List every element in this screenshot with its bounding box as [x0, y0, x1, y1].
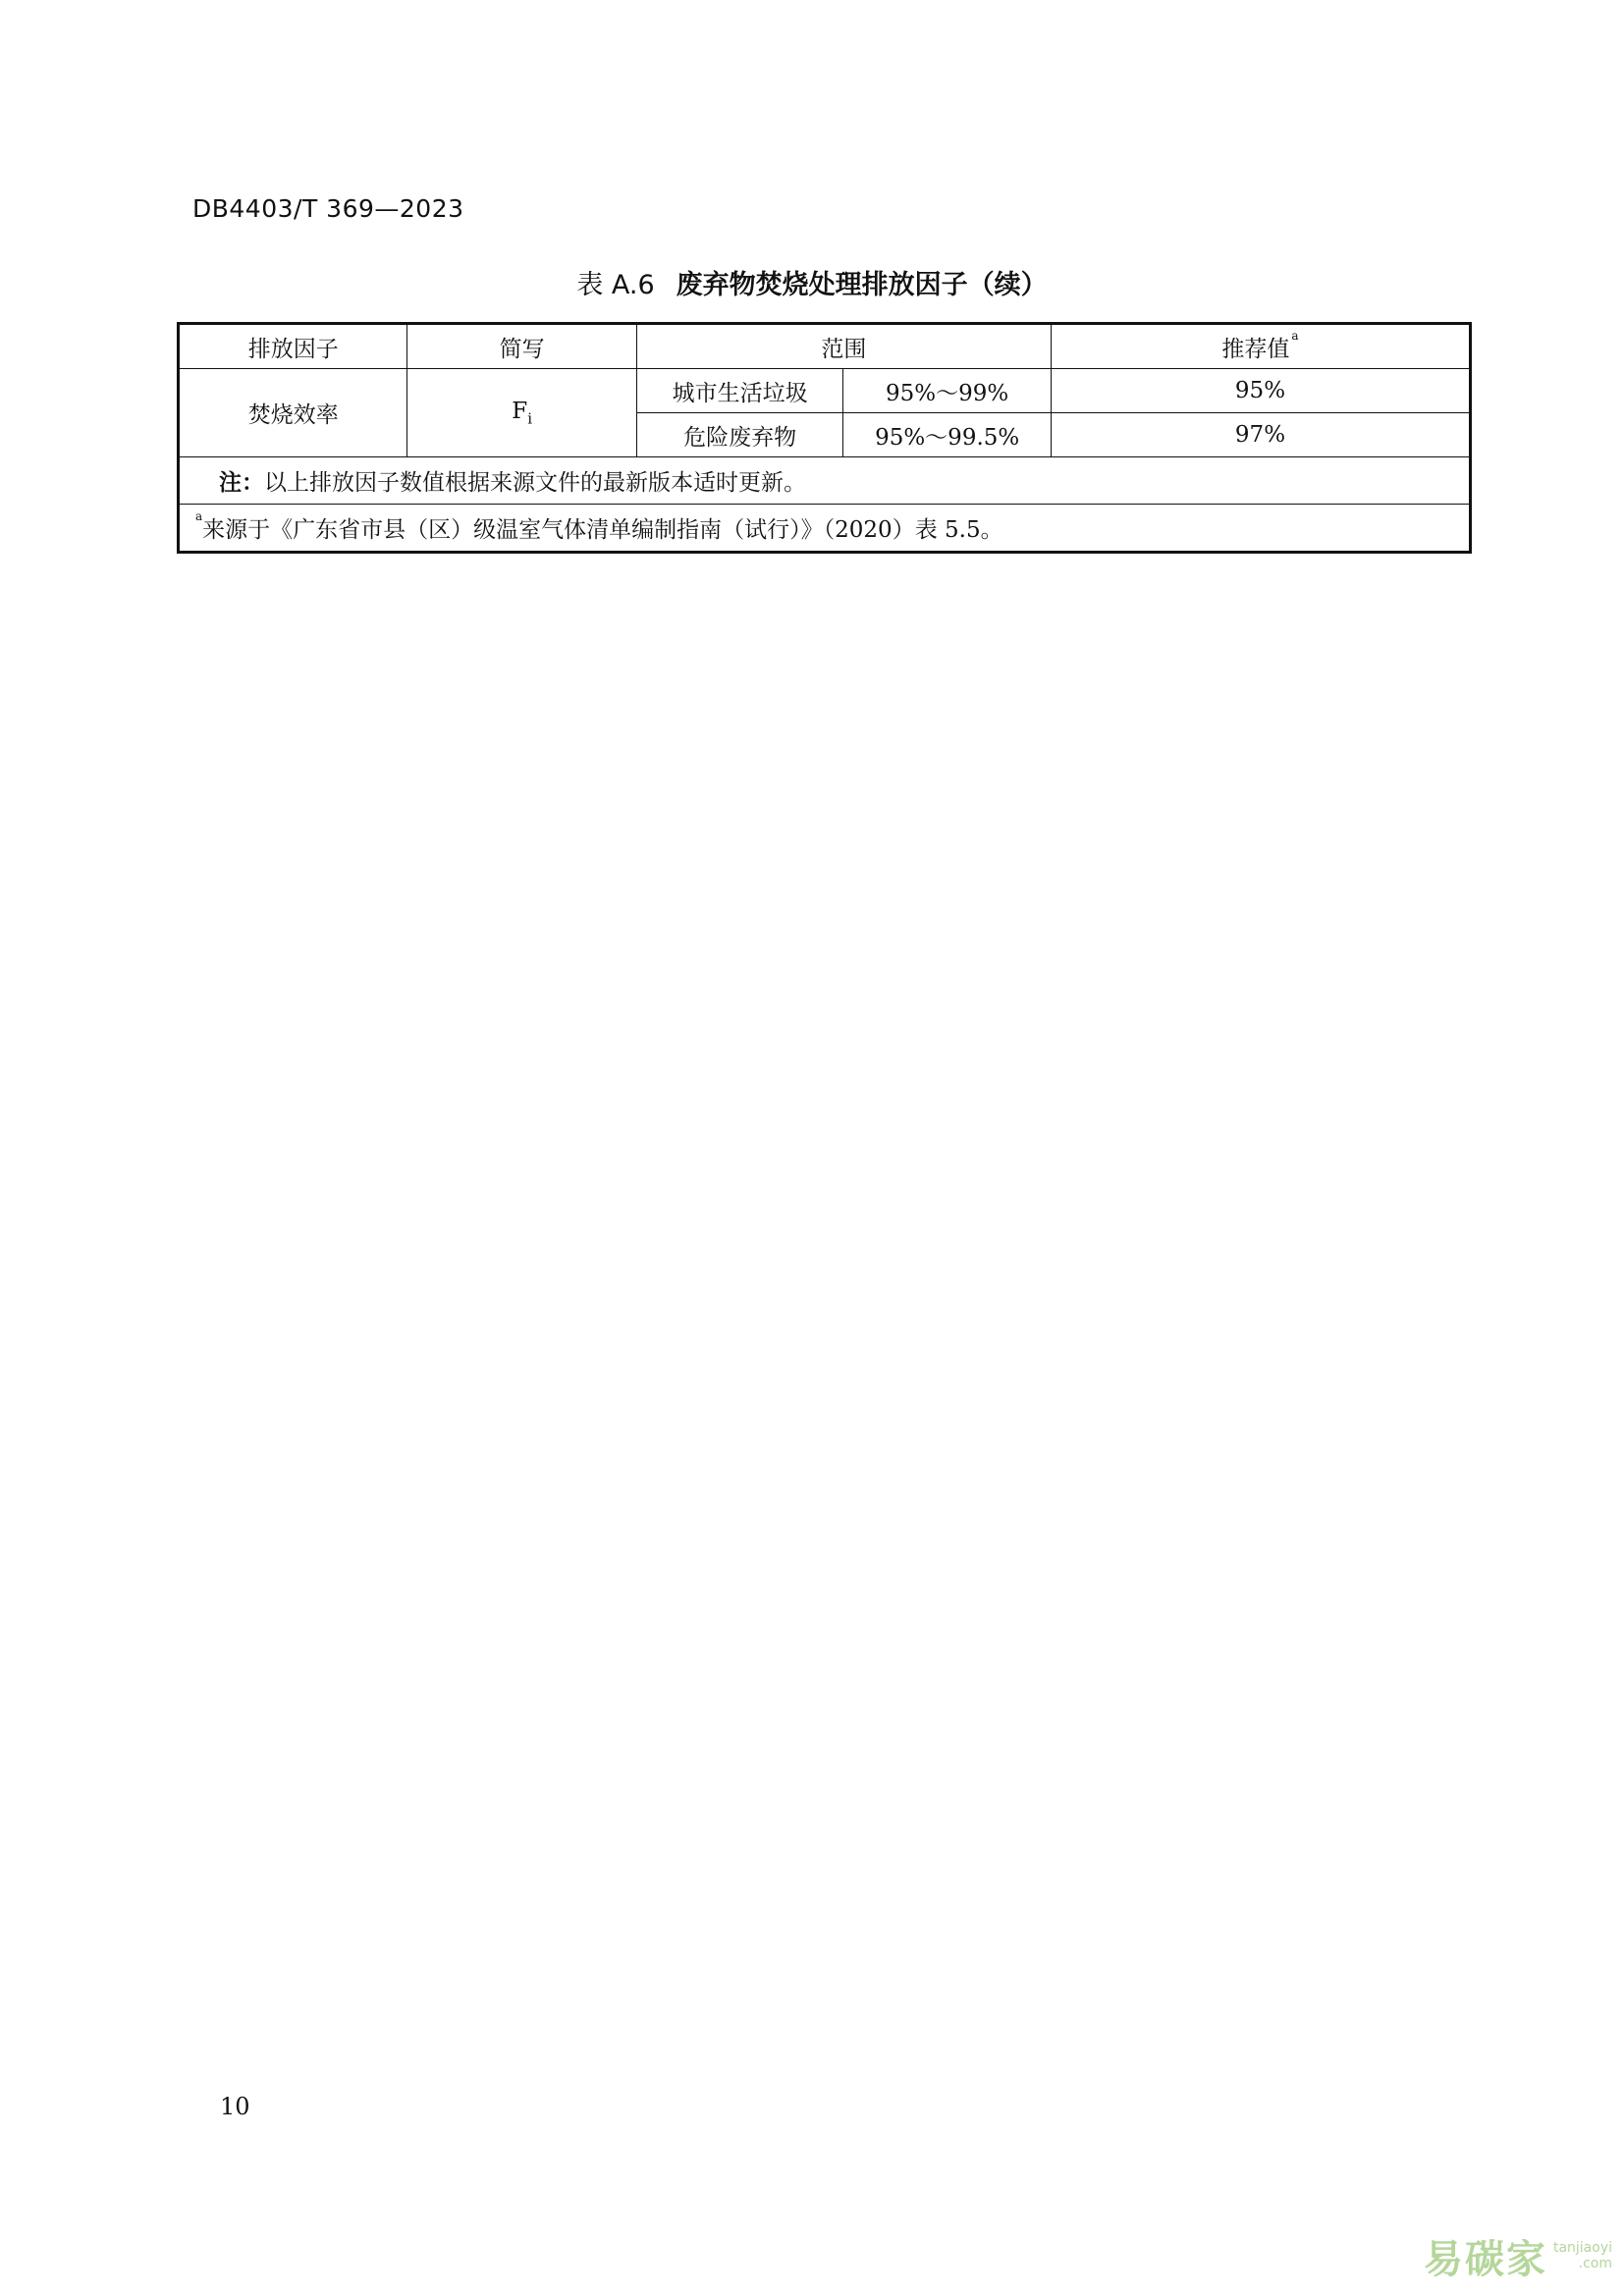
footnote-text: 来源于《广东省市县（区）级温室气体清单编制指南（试行）》（2020）表 5.5。	[202, 517, 1003, 543]
abbr-subscript: i	[527, 409, 533, 428]
table-header-row	[179, 324, 1471, 369]
range-cell: 95%～99.5%	[843, 413, 1052, 457]
header-recommended-label: 推荐值	[1221, 336, 1290, 362]
watermark-text: 易碳家	[1423, 2237, 1547, 2282]
document-code: DB4403/T 369—2023	[192, 194, 464, 223]
table-caption-title: 废弃物焚烧处理排放因子（续）	[676, 270, 1048, 300]
recommended-cell: 97%	[1051, 413, 1470, 457]
table-footnote	[179, 505, 1471, 553]
footnote-mark: a	[195, 509, 203, 523]
table-row	[179, 369, 1471, 413]
table-note-row	[179, 457, 1471, 505]
header-factor: 排放因子	[179, 324, 407, 369]
category-cell: 城市生活垃圾	[636, 369, 842, 413]
category-cell: 危险废弃物	[636, 413, 842, 457]
emission-factor-table	[177, 322, 1472, 554]
table-footnote-row	[179, 505, 1471, 553]
table-caption	[0, 263, 1624, 301]
page-number: 10	[220, 2093, 250, 2120]
footnote-mark: a	[1291, 328, 1299, 343]
range-cell: 95%～99%	[843, 369, 1052, 413]
note-text: 以上排放因子数值根据来源文件的最新版本适时更新。	[264, 470, 806, 496]
abbr-cell	[407, 369, 636, 457]
watermark-domain	[1553, 2241, 1612, 2271]
watermark-domain-line1: tanjiaoyi	[1552, 2240, 1612, 2257]
watermark-logo	[1424, 2228, 1612, 2284]
recommended-cell: 95%	[1051, 369, 1470, 413]
factor-name-cell: 焚烧效率	[179, 369, 407, 457]
table-caption-id: 表 A.6	[576, 270, 655, 300]
header-recommended	[1051, 324, 1470, 369]
header-abbr: 简写	[407, 324, 636, 369]
abbr-main: F	[512, 398, 528, 424]
header-range: 范围	[636, 324, 1051, 369]
note-label: 注：	[219, 469, 264, 496]
watermark-domain-line2: .com	[1578, 2255, 1612, 2271]
table-note	[179, 457, 1471, 505]
